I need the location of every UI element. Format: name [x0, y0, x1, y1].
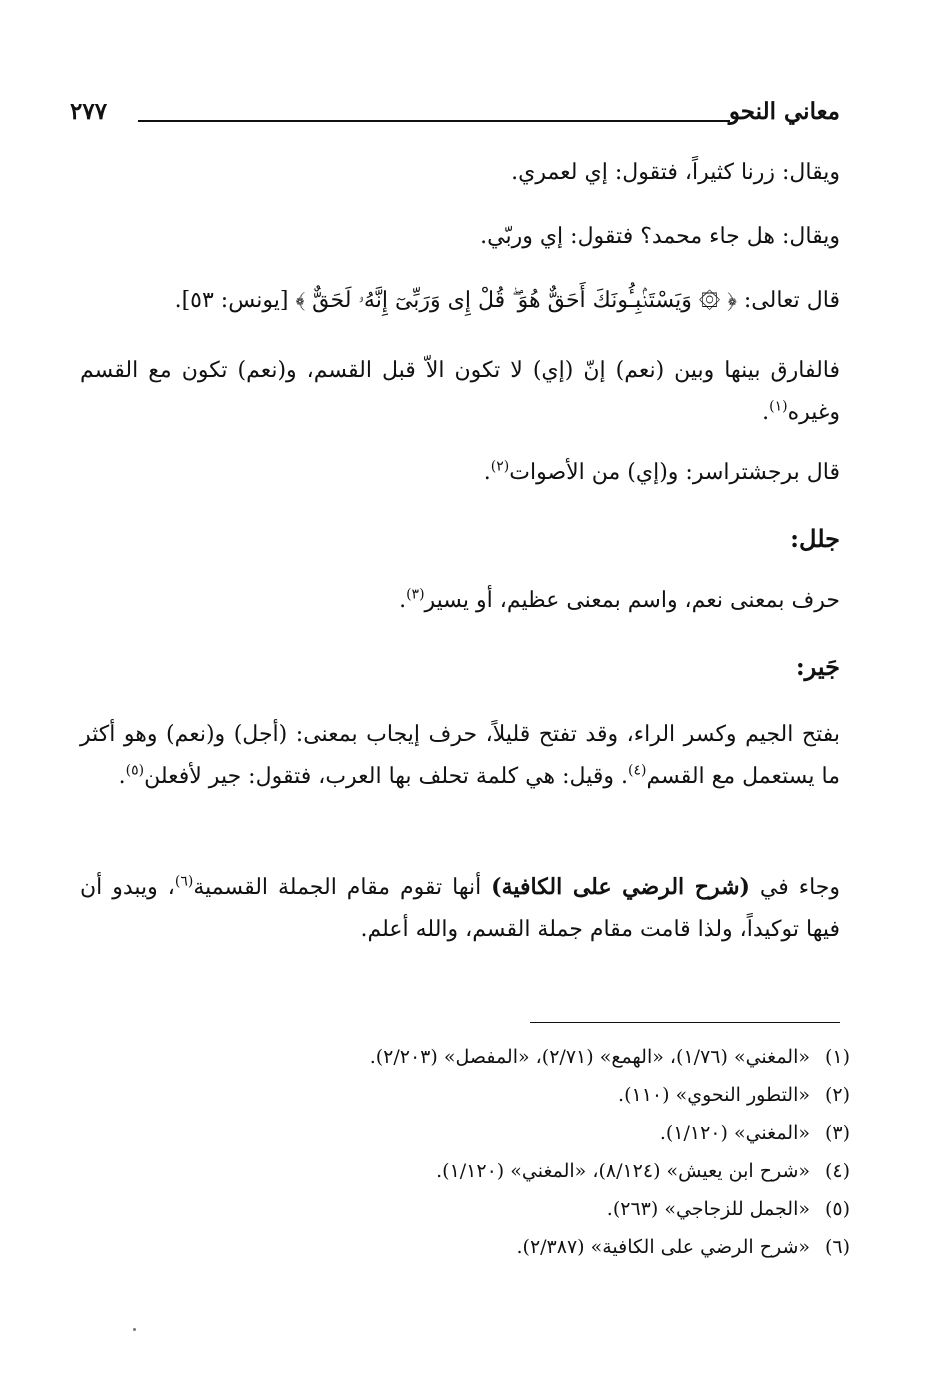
footnote-6: (٦)«شرح الرضي على الكافية» (٢/٣٨٧). — [516, 1236, 850, 1258]
footnote-2: (٢)«التطور النحوي» (١١٠). — [618, 1084, 850, 1106]
quran-verse-line: قال تعالى: ﴿ ۞ وَيَسْتَنۢبِـُٔونَكَ أَحَقٌّ هُوَ ۖ قُلْ إِى وَرَبِّىٓ إِنَّهُۥ لَحَقٌّ ﴾ [يونس: ٥٣]. — [174, 288, 840, 313]
section-heading-jair: جَير: — [795, 652, 840, 681]
cited-book-title: (شرح الرضي على الكافية) — [491, 874, 750, 900]
footnote-ref-2: (٢) — [490, 458, 510, 475]
paragraph-jair: بفتح الجيم وكسر الراء، وقد تفتح قليلاً، حرف إيجاب بمعنى: (أجل) و(نعم) وهو أكثر ما يستعمل مع القسم$^{(٤)}$. وقيل: هي كلمة تحلف بها العرب، فتقول: جير لأفعلن$^{(٥)}$. — [80, 722, 840, 789]
section-heading-jalal: جلل: — [790, 524, 840, 553]
footnote-ref-4: (٤) — [627, 762, 647, 779]
footnote-5: (٥)«الجمل للزجاجي» (٢٦٣). — [606, 1198, 850, 1220]
footnote-ref-1: (١) — [769, 398, 788, 415]
page-number: ٢٧٧ — [70, 98, 108, 125]
text-line-bergstrasser: قال برجشتراسر: و(إي) من الأصوات$^{(٢)}$. — [483, 458, 840, 485]
page-header — [70, 98, 840, 138]
text-line-2: ويقال: هل جاء محمد؟ فتقول: إي وربّي. — [480, 224, 840, 249]
footnote-3: (٣)«المغني» (١/١٢٠). — [659, 1122, 850, 1144]
scan-speck — [133, 1328, 136, 1331]
footnote-1: (١)«المغني» (١/٧٦)، «الهمع» (٢/٧١)، «المفصل» (٢/٢٠٣). — [369, 1046, 850, 1068]
footnote-ref-5: (٥) — [125, 762, 145, 779]
footnote-4: (٤)«شرح ابن يعيش» (٨/١٢٤)، «المغني» (١/١٢٠). — [436, 1160, 850, 1182]
text-line-1: ويقال: زرنا كثيراً، فتقول: إي لعمري. — [511, 160, 840, 185]
header-rule — [138, 120, 730, 122]
paragraph-radi: وجاء في (شرح الرضي على الكافية) أنها تقوم مقام الجملة القسمية$^{(٦)}$، ويبدو أن فيها توكيداً، ولذا قامت مقام جملة القسم، والله أعلم. — [80, 873, 840, 942]
verse-reference: [يونس: ٥٣]. — [174, 288, 296, 313]
text-line-jalal: حرف بمعنى نعم، واسم بمعنى عظيم، أو يسير$^{(٣)}$. — [399, 586, 840, 613]
footnote-ref-3: (٣) — [406, 586, 425, 603]
footnote-separator — [530, 1022, 840, 1023]
paragraph-difference: فالفارق بينها وبين (نعم) إنّ (إي) لا تكون الاّ قبل القسم، و(نعم) تكون مع القسم وغيره$^{(١)}$. — [80, 358, 840, 425]
footnote-ref-6: (٦) — [174, 873, 194, 890]
quran-verse: ﴿ ۞ وَيَسْتَنۢبِـُٔونَكَ أَحَقٌّ هُوَ ۖ قُلْ إِى وَرَبِّىٓ إِنَّهُۥ لَحَقٌّ ﴾ — [295, 288, 737, 313]
running-title: معاني النحو — [728, 98, 840, 125]
